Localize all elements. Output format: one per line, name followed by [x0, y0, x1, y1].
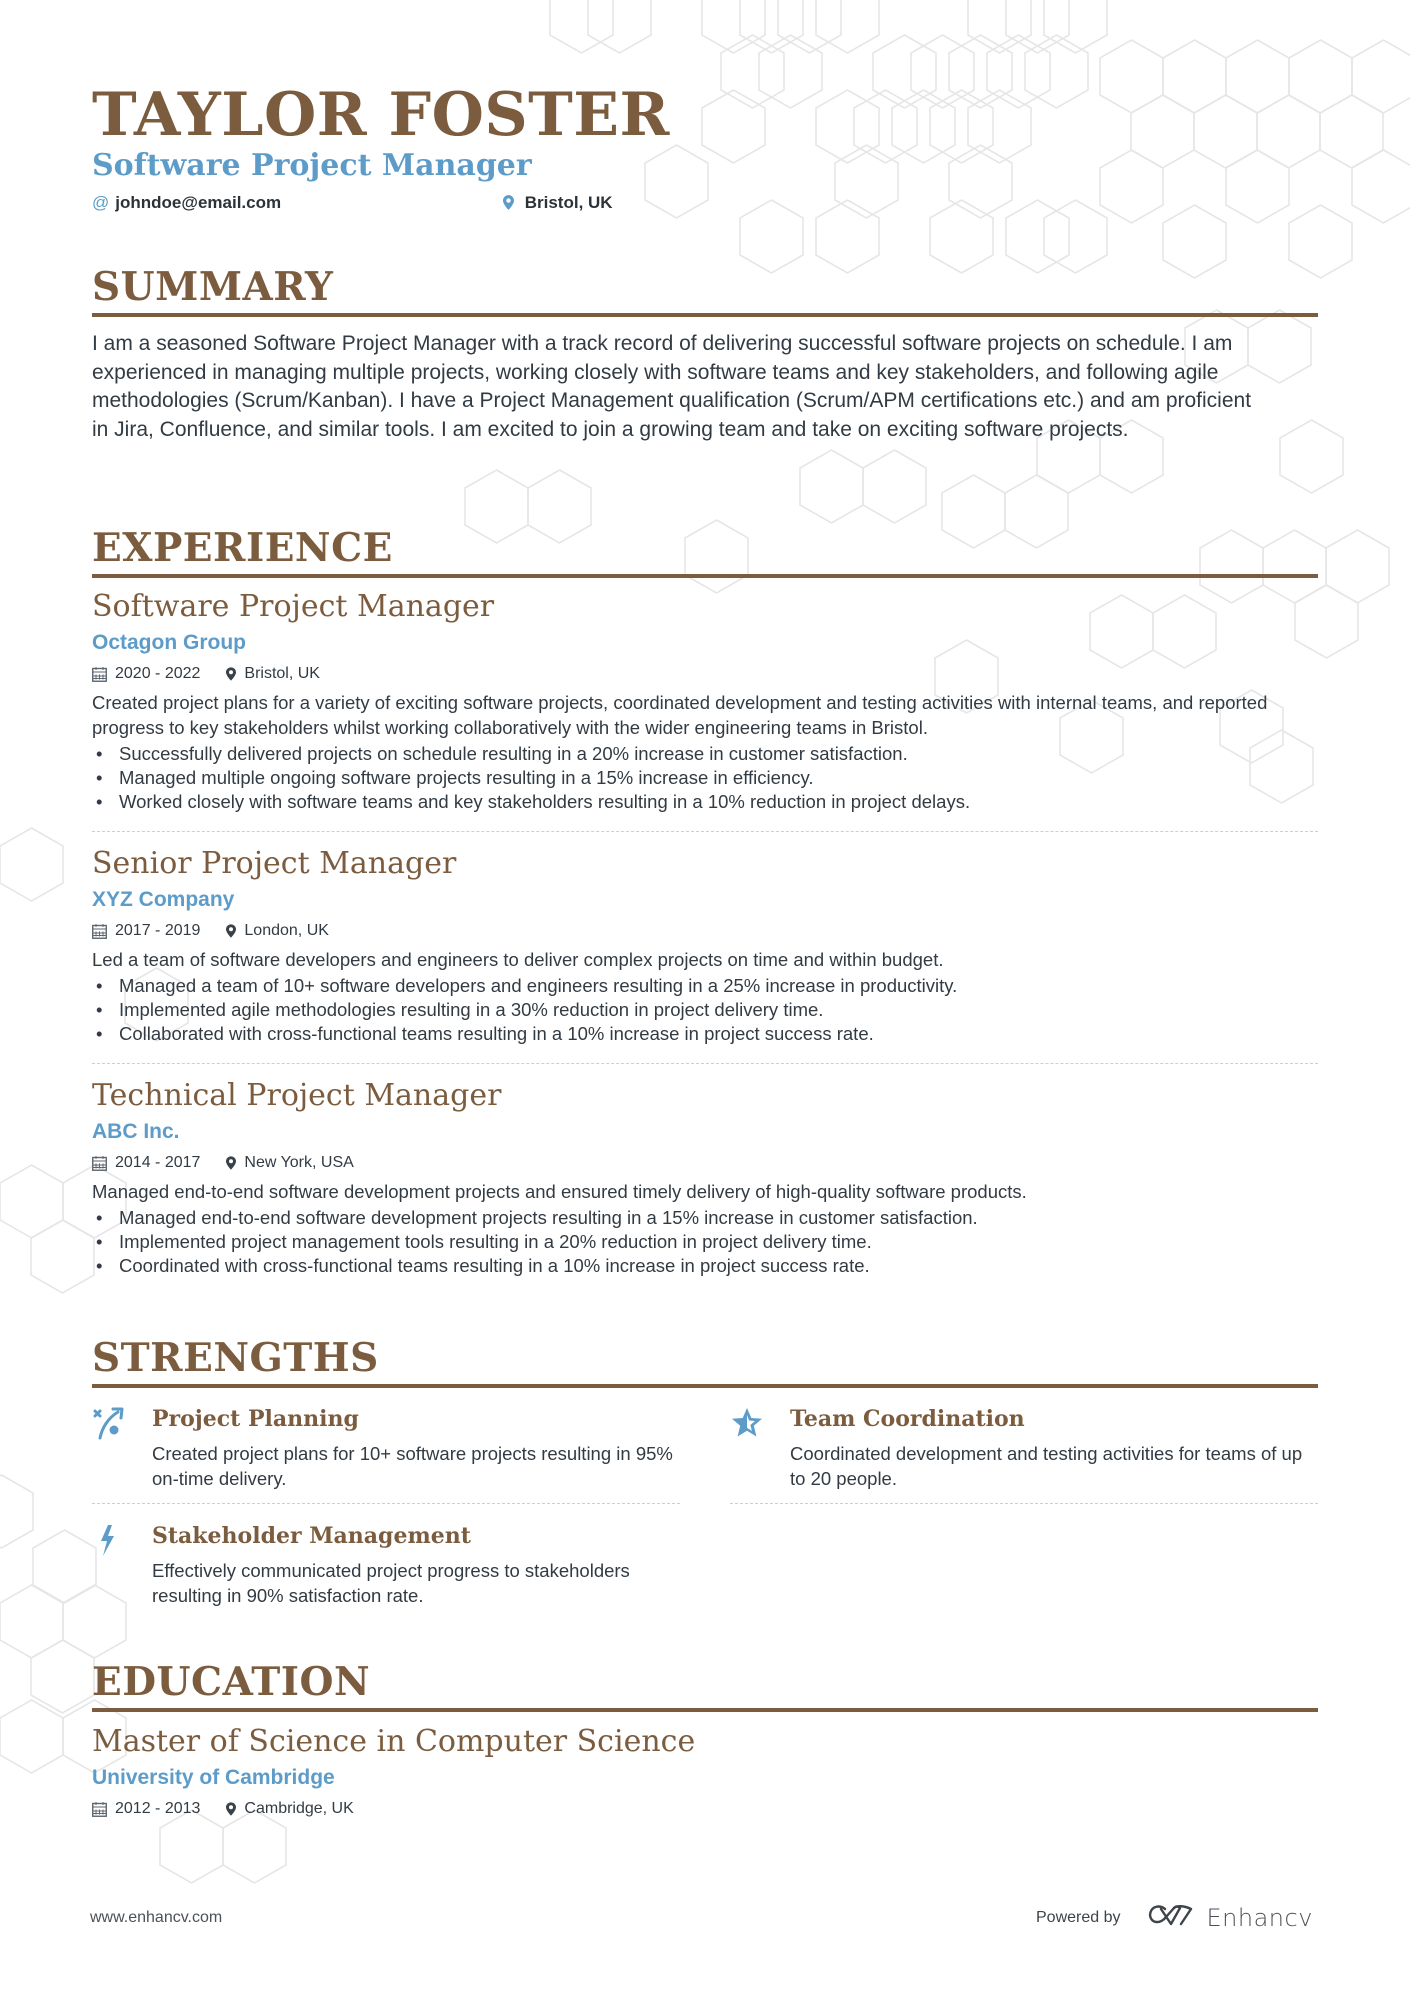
- achievement-item: • Successfully delivered projects on schedule resulting in a 20% increase in customer satisfaction.: [92, 742, 1318, 766]
- school-name: University of Cambridge: [92, 1766, 335, 1789]
- candidate-name: TAYLOR FOSTER: [92, 80, 670, 150]
- experience-entry: [92, 845, 1318, 1046]
- job-achievements: [92, 742, 1318, 814]
- job-dates: 2014 - 2017: [115, 1154, 201, 1171]
- job-location: Bristol, UK: [244, 665, 320, 682]
- entry-divider: [92, 831, 1318, 832]
- experience-section: [92, 526, 1318, 578]
- map-pin-icon: [226, 1156, 236, 1170]
- job-title: Software Project Manager: [92, 589, 495, 624]
- achievement-item: • Implemented project management tools resulting in a 20% reduction in project delivery time.: [92, 1230, 1318, 1254]
- company-name: XYZ Company: [92, 888, 235, 911]
- powered-by[interactable]: [1036, 1903, 1313, 1932]
- candidate-title: Software Project Manager: [92, 148, 532, 183]
- calendar-icon: [92, 1155, 107, 1171]
- location-text: Bristol, UK: [524, 193, 613, 212]
- map-pin-icon: [226, 1802, 236, 1816]
- education-dates: 2012 - 2013: [115, 1800, 201, 1817]
- strategy-icon: [92, 1406, 126, 1440]
- job-description: Managed end-to-end software development projects and ensured timely delivery of high-quality software products.: [92, 1181, 1027, 1202]
- achievement-item: • Collaborated with cross-functional teams resulting in a 10% increase in project success rate.: [92, 1022, 1318, 1046]
- strength-name: Team Coordination: [790, 1406, 1025, 1432]
- job-meta: [92, 1151, 1318, 1175]
- powered-by-label: Powered by: [1036, 1908, 1121, 1926]
- job-achievements: [92, 1206, 1318, 1278]
- achievement-item: • Managed end-to-end software development projects resulting in a 15% increase in customer satisfaction.: [92, 1206, 1318, 1230]
- education-location: Cambridge, UK: [244, 1800, 354, 1817]
- entry-divider: [730, 1503, 1318, 1504]
- section-divider: [92, 1708, 1318, 1712]
- achievement-item: • Managed multiple ongoing software projects resulting in a 15% increase in efficiency.: [92, 766, 1318, 790]
- calendar-icon: [92, 666, 107, 682]
- job-dates: 2017 - 2019: [115, 922, 201, 939]
- summary-heading: SUMMARY: [92, 264, 334, 310]
- company-name: Octagon Group: [92, 631, 246, 654]
- education-section: [92, 1660, 1318, 1712]
- section-divider: [92, 313, 1318, 317]
- achievement-item: • Implemented agile methodologies resulting in a 30% reduction in project delivery time.: [92, 998, 1318, 1022]
- education-heading: EDUCATION: [92, 1659, 371, 1705]
- achievement-item: • Coordinated with cross-functional teams resulting in a 10% increase in project success rate.: [92, 1254, 1318, 1278]
- lightning-icon: [92, 1523, 126, 1557]
- summary-text: I am a seasoned Software Project Manager with a track record of delivering successful software projects on schedule. I am experienced in managing multiple projects, working closely with software teams and key stakeholders, and following agile methodologies (Scrum/Kanban). I have a Project Management qualification (Scrum/APM certifications etc.) and am proficient in Jira, Confluence, and similar tools. I am excited to join a growing team and take on exciting software projects.: [92, 332, 1252, 441]
- job-meta: [92, 919, 1318, 943]
- calendar-icon: [92, 923, 107, 939]
- company-name: ABC Inc.: [92, 1120, 180, 1143]
- strengths-section: [92, 1336, 1318, 1388]
- education-meta: [92, 1797, 1318, 1821]
- summary-section: [92, 265, 1318, 317]
- strength-description: Effectively communicated project progress to stakeholders resulting in 90% satisfaction rate.: [152, 1560, 630, 1606]
- star-icon: [730, 1406, 764, 1440]
- email-contact[interactable]: [92, 192, 281, 214]
- job-title: Technical Project Manager: [92, 1078, 502, 1113]
- strength-description: Created project plans for 10+ software projects resulting in 95% on-time delivery.: [152, 1443, 673, 1489]
- strength-description: Coordinated development and testing activities for teams of up to 20 people.: [790, 1443, 1303, 1489]
- experience-entry: [92, 588, 1318, 814]
- achievement-item: • Worked closely with software teams and key stakeholders resulting in a 10% reduction in project delays.: [92, 790, 1318, 814]
- brand-name: Enhancv: [1206, 1903, 1313, 1932]
- strengths-heading: STRENGTHS: [92, 1335, 379, 1381]
- education-entry: [92, 1723, 1318, 1821]
- experience-entry: [92, 1077, 1318, 1278]
- job-description: Created project plans for a variety of exciting software projects, coordinated development and testing activities with internal teams, and reported progress to key stakeholders whilst working collaboratively with the wider engineering teams in Bristol.: [92, 692, 1268, 738]
- map-pin-icon: [503, 193, 519, 212]
- job-location: London, UK: [244, 922, 329, 939]
- job-meta: [92, 662, 1318, 686]
- strength-name: Stakeholder Management: [152, 1523, 471, 1549]
- section-divider: [92, 574, 1318, 578]
- entry-divider: [92, 1063, 1318, 1064]
- enhancv-logo-icon: [1147, 1903, 1195, 1932]
- degree-title: Master of Science in Computer Science: [92, 1724, 696, 1759]
- job-dates: 2020 - 2022: [115, 665, 201, 682]
- section-divider: [92, 1384, 1318, 1388]
- calendar-icon: [92, 1801, 107, 1817]
- map-pin-icon: [226, 667, 236, 681]
- location-contact: [503, 192, 613, 214]
- job-description: Led a team of software developers and engineers to deliver complex projects on time and within budget.: [92, 949, 944, 970]
- entry-divider: [92, 1503, 680, 1504]
- experience-heading: EXPERIENCE: [92, 525, 393, 571]
- strength-name: Project Planning: [152, 1406, 359, 1432]
- job-location: New York, USA: [244, 1154, 354, 1171]
- map-pin-icon: [226, 924, 236, 938]
- at-icon: @: [92, 193, 110, 212]
- job-title: Senior Project Manager: [92, 846, 457, 881]
- email-text: johndoe@email.com: [115, 193, 282, 212]
- website-link[interactable]: www.enhancv.com: [90, 1909, 223, 1926]
- achievement-item: • Managed a team of 10+ software developers and engineers resulting in a 25% increase in productivity.: [92, 974, 1318, 998]
- job-achievements: [92, 974, 1318, 1046]
